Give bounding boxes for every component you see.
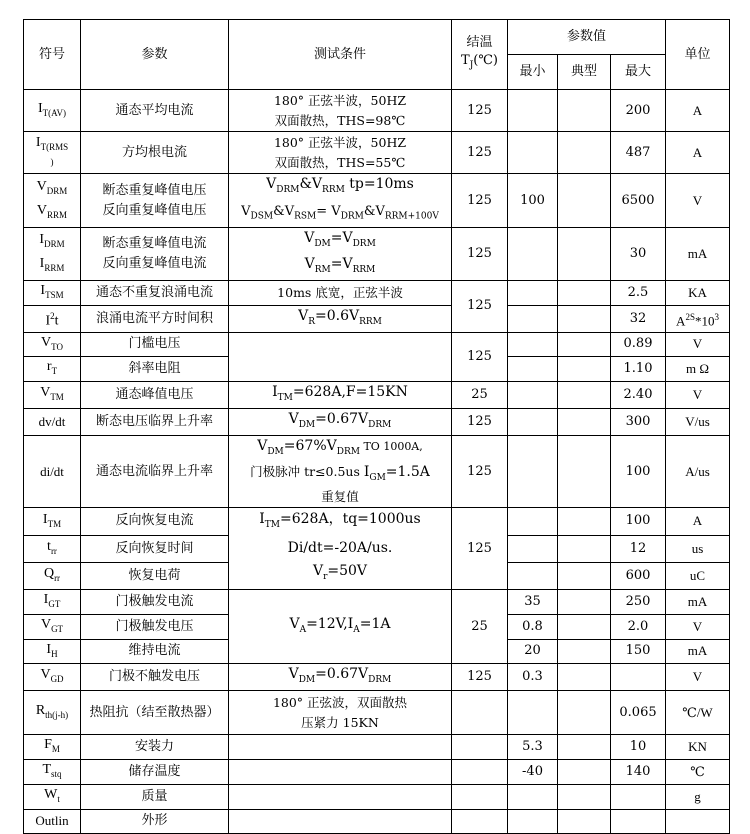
symbol-cell: dv/dt bbox=[24, 408, 81, 435]
typ-cell bbox=[558, 280, 611, 305]
typ-cell bbox=[558, 408, 611, 435]
param-cell: 反向恢复电流 bbox=[81, 508, 229, 535]
tj-cell: 125 bbox=[452, 508, 508, 590]
param-cell: 通态电流临界上升率 bbox=[81, 435, 229, 508]
min-cell bbox=[508, 408, 558, 435]
header-symbol: 符号 bbox=[24, 20, 81, 90]
symbol-cell: $I_{DRM}$ $I_{RRM}$ bbox=[24, 228, 81, 281]
symbol-cell: $W_t$ bbox=[24, 784, 81, 809]
max-cell bbox=[611, 664, 666, 691]
unit-cell: $A^{2S}*10^3$ bbox=[666, 305, 730, 332]
min-cell bbox=[508, 332, 558, 357]
max-cell: 32 bbox=[611, 305, 666, 332]
symbol-cell: $I^2t$ bbox=[24, 305, 81, 332]
min-cell bbox=[508, 784, 558, 809]
symbol-cell: $T_{stq}$ bbox=[24, 759, 81, 784]
table-row bbox=[24, 664, 730, 691]
tj-cell: 125 bbox=[452, 664, 508, 691]
min-cell: 0.3 bbox=[508, 664, 558, 691]
table-row bbox=[24, 408, 730, 435]
typ-cell bbox=[558, 435, 611, 508]
min-cell bbox=[508, 435, 558, 508]
tj-cell: 125 bbox=[452, 132, 508, 174]
tj-cell bbox=[452, 759, 508, 784]
min-cell bbox=[508, 357, 558, 382]
param-cell: 质量 bbox=[81, 784, 229, 809]
typ-cell bbox=[558, 614, 611, 639]
cond-cell bbox=[229, 759, 452, 784]
table-row bbox=[24, 508, 730, 535]
unit-cell: m Ω bbox=[666, 357, 730, 382]
header-max: 最大 bbox=[611, 55, 666, 90]
table-row bbox=[24, 90, 730, 132]
tj-cell: 125 bbox=[452, 332, 508, 382]
max-cell: 150 bbox=[611, 639, 666, 664]
min-cell bbox=[508, 228, 558, 281]
header-test-condition: 测试条件 bbox=[229, 20, 452, 90]
spec-table-container bbox=[23, 19, 730, 834]
cond-cell: 180° 正弦半波，50HZ 双面散热，THS=98℃ bbox=[229, 90, 452, 132]
max-cell: 0.065 bbox=[611, 691, 666, 735]
typ-cell bbox=[558, 357, 611, 382]
cond-cell: $V_{DM}=V_{DRM}$ $V_{RM}=V_{RRM}$ bbox=[229, 228, 452, 281]
typ-cell bbox=[558, 735, 611, 760]
unit-cell: V bbox=[666, 382, 730, 409]
header-min: 最小 bbox=[508, 55, 558, 90]
typ-cell bbox=[558, 809, 611, 833]
param-cell: 安装力 bbox=[81, 735, 229, 760]
max-cell: 30 bbox=[611, 228, 666, 281]
cond-cell: $I_{TM}=628A,F=15KN$ bbox=[229, 382, 452, 409]
table-row bbox=[24, 280, 730, 305]
symbol-cell: $V_{TM}$ bbox=[24, 382, 81, 409]
spec-table bbox=[23, 19, 730, 834]
unit-cell: KN bbox=[666, 735, 730, 760]
table-row bbox=[24, 589, 730, 614]
typ-cell bbox=[558, 90, 611, 132]
unit-cell: A/us bbox=[666, 435, 730, 508]
unit-cell: mA bbox=[666, 228, 730, 281]
param-cell: 断态重复峰值电压 反向重复峰值电压 bbox=[81, 174, 229, 228]
typ-cell bbox=[558, 759, 611, 784]
typ-cell bbox=[558, 305, 611, 332]
symbol-cell: $V_{DRM}$ $V_{RRM}$ bbox=[24, 174, 81, 228]
param-cell: 斜率电阻 bbox=[81, 357, 229, 382]
symbol-cell: $V_{GD}$ bbox=[24, 664, 81, 691]
unit-cell: ℃ bbox=[666, 759, 730, 784]
param-cell: 反向恢复时间 bbox=[81, 535, 229, 562]
cond-cell: $V_{DM}=0.67V_{DRM}$ bbox=[229, 408, 452, 435]
typ-cell bbox=[558, 174, 611, 228]
symbol-cell: $I_H$ bbox=[24, 639, 81, 664]
tj-cell: 125 bbox=[452, 174, 508, 228]
tj-cell: 25 bbox=[452, 382, 508, 409]
unit-cell: A bbox=[666, 508, 730, 535]
table-row bbox=[24, 784, 730, 809]
unit-cell: V bbox=[666, 332, 730, 357]
typ-cell bbox=[558, 639, 611, 664]
symbol-cell: $I_{GT}$ bbox=[24, 589, 81, 614]
unit-cell: V bbox=[666, 614, 730, 639]
tj-cell: 25 bbox=[452, 589, 508, 663]
typ-cell bbox=[558, 332, 611, 357]
header-unit: 单位 bbox=[666, 20, 730, 90]
max-cell: 300 bbox=[611, 408, 666, 435]
table-row bbox=[24, 759, 730, 784]
param-cell: 外形 bbox=[81, 809, 229, 833]
max-cell: 200 bbox=[611, 90, 666, 132]
cond-cell: 180° 正弦波，双面散热 压紧力 15KN bbox=[229, 691, 452, 735]
symbol-cell: $I_{TM}$ bbox=[24, 508, 81, 535]
unit-cell: KA bbox=[666, 280, 730, 305]
symbol-cell: Outlin bbox=[24, 809, 81, 833]
max-cell: 0.89 bbox=[611, 332, 666, 357]
table-row bbox=[24, 809, 730, 833]
tj-cell bbox=[452, 784, 508, 809]
symbol-cell: $r_T$ bbox=[24, 357, 81, 382]
typ-cell bbox=[558, 132, 611, 174]
unit-cell bbox=[666, 809, 730, 833]
typ-cell bbox=[558, 508, 611, 535]
typ-cell bbox=[558, 784, 611, 809]
max-cell: 600 bbox=[611, 562, 666, 589]
unit-cell: ℃/W bbox=[666, 691, 730, 735]
header-junction-temp: 结温 $T_J(℃)$ bbox=[452, 20, 508, 90]
param-cell: 热阻抗（结至散热器） bbox=[81, 691, 229, 735]
param-cell: 门极触发电流 bbox=[81, 589, 229, 614]
min-cell: 5.3 bbox=[508, 735, 558, 760]
cond-cell: $V_R=0.6V_{RRM}$ bbox=[229, 305, 452, 332]
symbol-cell: $I_{TSM}$ bbox=[24, 280, 81, 305]
table-row bbox=[24, 691, 730, 735]
table-row bbox=[24, 174, 730, 228]
symbol-cell: $I_{T(AV)}$ bbox=[24, 90, 81, 132]
typ-cell bbox=[558, 562, 611, 589]
cond-cell: $V_{DM}=0.67V_{DRM}$ bbox=[229, 664, 452, 691]
min-cell bbox=[508, 562, 558, 589]
max-cell: 2.0 bbox=[611, 614, 666, 639]
unit-cell: V/us bbox=[666, 408, 730, 435]
typ-cell bbox=[558, 228, 611, 281]
param-cell: 断态电压临界上升率 bbox=[81, 408, 229, 435]
typ-cell bbox=[558, 382, 611, 409]
unit-cell: us bbox=[666, 535, 730, 562]
table-row bbox=[24, 332, 730, 357]
max-cell: 100 bbox=[611, 435, 666, 508]
min-cell bbox=[508, 691, 558, 735]
cond-cell: 180° 正弦半波，50HZ 双面散热，THS=55℃ bbox=[229, 132, 452, 174]
max-cell: 12 bbox=[611, 535, 666, 562]
symbol-cell: di/dt bbox=[24, 435, 81, 508]
param-cell: 方均根电流 bbox=[81, 132, 229, 174]
cond-cell: $V_A=12V,I_A=1A$ bbox=[229, 589, 452, 663]
cond-cell: $V_{DRM}\&V_{RRM}$ tp=10ms $V_{DSM}\&V_{RSM}=$ $V_{DRM}\&V_{RRM+100V}$ bbox=[229, 174, 452, 228]
symbol-cell: $R_{th(j-h)}$ bbox=[24, 691, 81, 735]
param-cell: 通态平均电流 bbox=[81, 90, 229, 132]
min-cell bbox=[508, 132, 558, 174]
max-cell: 1.10 bbox=[611, 357, 666, 382]
max-cell: 100 bbox=[611, 508, 666, 535]
table-row bbox=[24, 132, 730, 174]
min-cell: 0.8 bbox=[508, 614, 558, 639]
tj-cell: 125 bbox=[452, 435, 508, 508]
min-cell: -40 bbox=[508, 759, 558, 784]
header-values: 参数值 bbox=[508, 20, 666, 55]
unit-cell: V bbox=[666, 174, 730, 228]
min-cell: 20 bbox=[508, 639, 558, 664]
min-cell bbox=[508, 382, 558, 409]
tj-cell bbox=[452, 735, 508, 760]
tj-cell: 125 bbox=[452, 408, 508, 435]
min-cell bbox=[508, 535, 558, 562]
min-cell bbox=[508, 809, 558, 833]
unit-cell: V bbox=[666, 664, 730, 691]
unit-cell: g bbox=[666, 784, 730, 809]
table-row bbox=[24, 305, 730, 332]
min-cell bbox=[508, 280, 558, 305]
unit-cell: A bbox=[666, 132, 730, 174]
min-cell: 100 bbox=[508, 174, 558, 228]
cond-cell: 10ms 底宽，正弦半波 bbox=[229, 280, 452, 305]
param-cell: 断态重复峰值电流 反向重复峰值电流 bbox=[81, 228, 229, 281]
symbol-cell: $V_{GT}$ bbox=[24, 614, 81, 639]
param-cell: 浪涌电流平方时间积 bbox=[81, 305, 229, 332]
symbol-cell: $V_{TO}$ bbox=[24, 332, 81, 357]
unit-cell: uC bbox=[666, 562, 730, 589]
max-cell bbox=[611, 784, 666, 809]
table-row bbox=[24, 735, 730, 760]
max-cell: 6500 bbox=[611, 174, 666, 228]
min-cell bbox=[508, 305, 558, 332]
tj-cell: 125 bbox=[452, 228, 508, 281]
param-cell: 维持电流 bbox=[81, 639, 229, 664]
cond-cell bbox=[229, 784, 452, 809]
typ-cell bbox=[558, 589, 611, 614]
tj-cell: 125 bbox=[452, 90, 508, 132]
min-cell: 35 bbox=[508, 589, 558, 614]
param-cell: 门极触发电压 bbox=[81, 614, 229, 639]
symbol-cell: $F_M$ bbox=[24, 735, 81, 760]
table-row bbox=[24, 382, 730, 409]
tj-cell bbox=[452, 691, 508, 735]
typ-cell bbox=[558, 535, 611, 562]
tj-cell: 125 bbox=[452, 280, 508, 332]
cond-cell bbox=[229, 332, 452, 382]
cond-cell: $I_{TM}=628A$，tq=1000us Di/dt=-20A/us. $V_r=50V$ bbox=[229, 508, 452, 590]
symbol-cell: $Q_{rr}$ bbox=[24, 562, 81, 589]
max-cell: 487 bbox=[611, 132, 666, 174]
param-cell: 恢复电荷 bbox=[81, 562, 229, 589]
max-cell: 2.5 bbox=[611, 280, 666, 305]
unit-cell: mA bbox=[666, 589, 730, 614]
unit-cell: A bbox=[666, 90, 730, 132]
max-cell: 250 bbox=[611, 589, 666, 614]
symbol-cell: $t_{rr}$ bbox=[24, 535, 81, 562]
header-typ: 典型 bbox=[558, 55, 611, 90]
max-cell: 140 bbox=[611, 759, 666, 784]
min-cell bbox=[508, 90, 558, 132]
param-cell: 通态峰值电压 bbox=[81, 382, 229, 409]
max-cell: 2.40 bbox=[611, 382, 666, 409]
param-cell: 储存温度 bbox=[81, 759, 229, 784]
cond-cell bbox=[229, 809, 452, 833]
param-cell: 门槛电压 bbox=[81, 332, 229, 357]
param-cell: 通态不重复浪涌电流 bbox=[81, 280, 229, 305]
unit-cell: mA bbox=[666, 639, 730, 664]
table-row bbox=[24, 435, 730, 508]
typ-cell bbox=[558, 664, 611, 691]
max-cell: 10 bbox=[611, 735, 666, 760]
max-cell bbox=[611, 809, 666, 833]
table-row bbox=[24, 228, 730, 281]
symbol-cell: $I_{T(RMS}$ ) bbox=[24, 132, 81, 174]
header-parameter: 参数 bbox=[81, 20, 229, 90]
param-cell: 门极不触发电压 bbox=[81, 664, 229, 691]
cond-cell: $V_{DM}=67\%V_{DRM}$ TO 1000A, 门极脉冲 tr≤0.5us $I_{GM}=1.5A$ 重复值 bbox=[229, 435, 452, 508]
min-cell bbox=[508, 508, 558, 535]
tj-cell bbox=[452, 809, 508, 833]
typ-cell bbox=[558, 691, 611, 735]
cond-cell bbox=[229, 735, 452, 760]
